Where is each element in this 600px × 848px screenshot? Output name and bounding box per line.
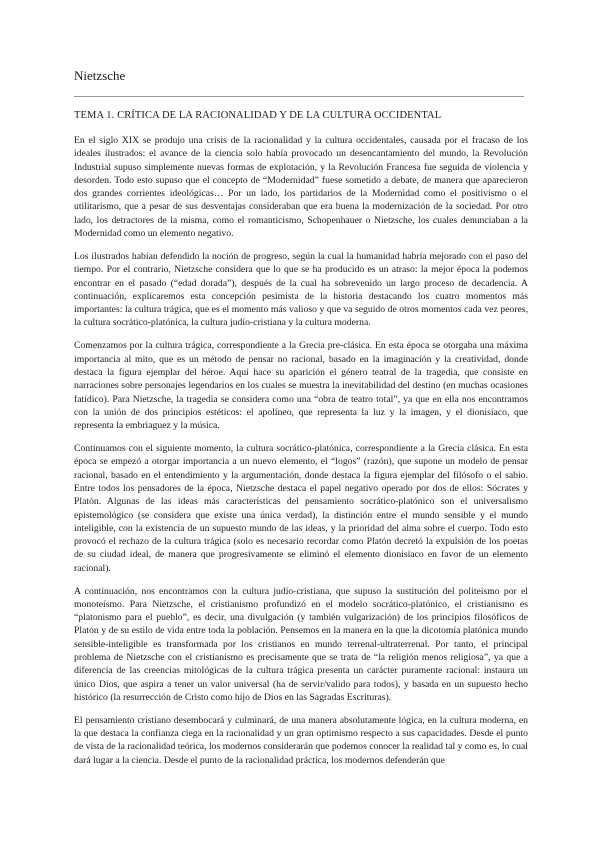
paragraph: Los ilustrados habían defendido la noción de progreso, según la cual la humanidad habría mejorado con el paso del tiempo. Por el contrario, Nietzsche considera que lo que se ha producido es un atraso: la mejor época la podemos encontrar en el pasado (“edad dorada”), después de la cual ha sobrevenido un largo proceso de decadencia. A continuación, explicaremos esta concepción pesimista de la historia destacando los cuatro momentos más importantes: la cultura trágica, que es el momento más valioso y que va seguido de otros momentos cada vez peores, la cultura socrático-platónica, la cultura judío-cristiana y la cultura moderna. <box>74 250 528 329</box>
paragraph: Comenzamos por la cultura trágica, correspondiente a la Grecia pre-clásica. En esta época se otorgaba una máxima importancia al mito, que es un método de pensar no racional, basado en la imaginación y la creatividad, donde destaca la figura ejemplar del héroe. Aquí hace su aparición el género teatral de la tragedia, que consiste en narraciones sobre personajes legendarios en los cuales se muestra la inevitabilidad del destino (en muchas ocasiones fatídico). Para Nietzsche, la tragedia se considera como una “obra de teatro total”, ya que en ella nos encontramos con la unión de dos principios estéticos: el apolíneo, que representa la luz y la imagen, y el dionisíaco, que representa la embriaguez y la música. <box>74 340 528 432</box>
paragraph: El pensamiento cristiano desembocará y culminará, de una manera absolutamente lógica, en la cultura moderna, en la que destaca la confianza ciega en la racionalidad y un gran optimismo respecto a sus capacidades. Desde el punto de vista de la racionalidad teórica, los modernos considerarán que podemos conocer la realidad tal y como es, lo cual dará lugar a la ciencia. Desde el punto de la racionalidad práctica, los modernos defenderán que <box>74 714 528 766</box>
document-header: Nietzsche <box>74 68 126 83</box>
paragraph: En el siglo XIX se produjo una crisis de la racionalidad y la cultura occidentales, causada por el fracaso de los ideales ilustrados: el avance de la ciencia solo había provocado un desencantamiento del mundo, la Revolución Industrial supuso simplemente nuevas formas de explotación, y la Revolución Francesa fue seguida de violencia y desorden. Todo esto supuso que el concepto de “Modernidad” fuese sometido a debate, de manera que aparecieron dos grandes corrientes ideológicas… Por un lado, los partidarios de la Modernidad como el positivismo o el utilitarismo, que a pesar de sus desventajas consideraban que era buena la modernización de la sociedad. Por otro lado, los detractores de la misma, como el romanticismo, Schopenhauer o Nietzsche, los cuales denunciaban a la Modernidad como un elemento negativo. <box>74 135 528 240</box>
section-title: TEMA 1. CRÍTICA DE LA RACIONALIDAD Y DE LA CULTURA OCCIDENTAL <box>74 110 442 121</box>
document-body <box>74 134 528 777</box>
header-divider <box>74 96 524 97</box>
paragraph: A continuación, nos encontramos con la cultura judío-cristiana, que supuso la sustitución del politeísmo por el monoteísmo. Para Nietzsche, el cristianismo profundizó en el modelo socrático-platónico, el cristianismo es “platonismo para el pueblo”, es decir, una divulgación (y también vulgarización) de los principios filosóficos de Platón y de su estilo de vida entre toda la población. Pensemos en la manera en la que la dicotomía platónica mundo sensible-inteligible es transformada por los cristianos en mundo terrenal-ultraterrenal. Por tanto, el principal problema de Nietzsche con el cristianismo es precisamente que se trata de “la religión menos religiosa”, ya que a diferencia de las creencias mitológicas de la cultura trágica presenta un carácter puramente racional: instaura un único Dios, que aspira a tener un valor universal (ha de servir/valido para todos), y basada en un supuesto hecho histórico (la resurrección de Cristo como hijo de Dios en las Sagradas Escrituras). <box>74 585 528 703</box>
paragraph: Continuamos con el siguiente momento, la cultura socrático-platónica, correspondiente a la Grecia clásica. En esta época se empezó a otorgar importancia a un nuevo elemento, el “logos” (razón), que supone un modelo de pensar racional, basado en el entendimiento y la argumentación, donde destaca la figura ejemplar del filósofo o el sabio. Entre todos los pensadores de la época, Nietzsche destaca el papel negativo operado por dos de ellos: Sócrates y Platón. Algunas de las ideas más características del pensamiento socrático-platónico son el universalismo epistemológico (se considera que existe una única verdad), la distinción entre el mundo sensible y el mundo inteligible, con la existencia de un supuesto mundo de las ideas, y la prioridad del alma sobre el cuerpo. Todo esto provocó el rechazo de la cultura trágica (solo es necesario recordar como Platón decretó la expulsión de los poetas de su ciudad ideal, de manera que progresivamente se eliminó el elemento dionisíaco en favor de un elemento racional). <box>74 443 528 574</box>
